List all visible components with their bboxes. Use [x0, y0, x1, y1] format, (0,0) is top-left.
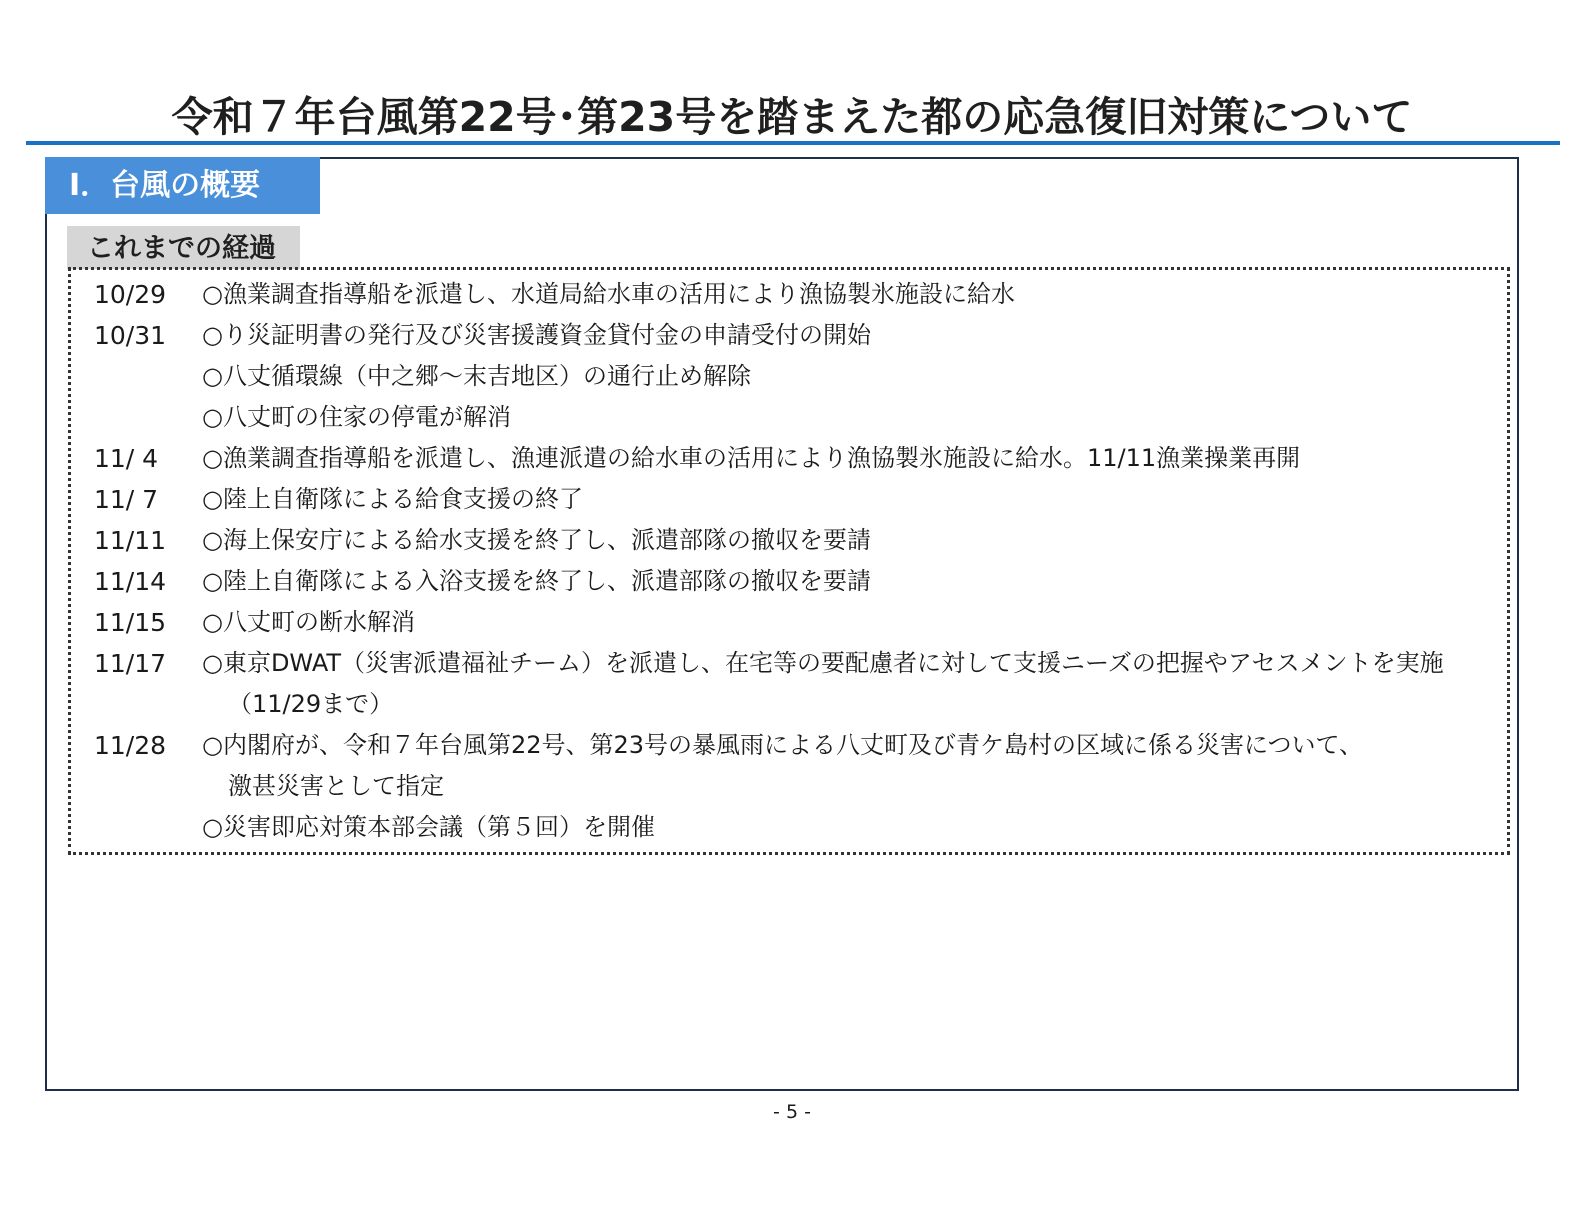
- timeline-date: 11/14: [94, 567, 167, 596]
- timeline-row: [92, 397, 1502, 438]
- timeline-entry: ○海上保安庁による給水支援を終了し、派遣部隊の撤収を要請: [202, 526, 871, 554]
- timeline-row: [92, 725, 1502, 766]
- timeline-entry: （11/29まで）: [228, 690, 394, 718]
- title-divider: [26, 141, 1560, 145]
- timeline-row: [92, 602, 1502, 643]
- timeline-row: [92, 561, 1502, 602]
- timeline-date: 10/29: [94, 280, 167, 309]
- timeline-entry: ○八丈町の住家の停電が解消: [202, 403, 511, 431]
- timeline-date: 11/ 7: [94, 485, 159, 514]
- timeline-entry: ○東京DWAT（災害派遣福祉チーム）を派遣し、在宅等の要配慮者に対して支援ニーズの把握やアセスメントを実施: [202, 649, 1444, 677]
- page-number: - 5 -: [773, 1101, 811, 1123]
- timeline-entry: ○陸上自衛隊による給食支援の終了: [202, 485, 583, 513]
- timeline-entry: ○漁業調査指導船を派遣し、水道局給水車の活用により漁協製氷施設に給水: [202, 280, 1015, 308]
- timeline-entry: ○内閣府が、令和７年台風第22号、第23号の暴風雨による八丈町及び青ケ島村の区域に係る災害について、: [202, 731, 1364, 759]
- page-title: 令和７年台風第22号･第23号を踏まえた都の応急復旧対策について: [171, 93, 1413, 141]
- timeline-entry: ○八丈町の断水解消: [202, 608, 415, 636]
- timeline-entry: ○漁業調査指導船を派遣し、漁連派遣の給水車の活用により漁協製氷施設に給水。11/11漁業操業再開: [202, 444, 1301, 472]
- timeline-date: 11/17: [94, 649, 167, 678]
- timeline-list: [92, 274, 1502, 848]
- timeline-row: [92, 643, 1502, 684]
- timeline-entry: ○災害即応対策本部会議（第５回）を開催: [202, 813, 655, 841]
- timeline-date: 11/11: [94, 526, 167, 555]
- timeline-entry: 激甚災害として指定: [228, 772, 444, 800]
- section-subheader: これまでの経過: [67, 226, 300, 269]
- timeline-row: [92, 766, 1502, 807]
- timeline-entry: ○八丈循環線（中之郷～末吉地区）の通行止め解除: [202, 362, 751, 390]
- timeline-row: [92, 438, 1502, 479]
- timeline-entry: ○陸上自衛隊による入浴支援を終了し、派遣部隊の撤収を要請: [202, 567, 871, 595]
- timeline-entry: ○り災証明書の発行及び災害援護資金貸付金の申請受付の開始: [202, 321, 871, 349]
- timeline-row: [92, 274, 1502, 315]
- timeline-date: 11/ 4: [94, 444, 159, 473]
- timeline-row: [92, 807, 1502, 848]
- timeline-date: 10/31: [94, 321, 167, 350]
- timeline-row: [92, 356, 1502, 397]
- timeline-date: 11/28: [94, 731, 167, 760]
- timeline-date: 11/15: [94, 608, 167, 637]
- timeline-row: [92, 684, 1502, 725]
- section-header: Ⅰ．台風の概要: [45, 157, 320, 214]
- timeline-row: [92, 315, 1502, 356]
- timeline-row: [92, 479, 1502, 520]
- timeline-row: [92, 520, 1502, 561]
